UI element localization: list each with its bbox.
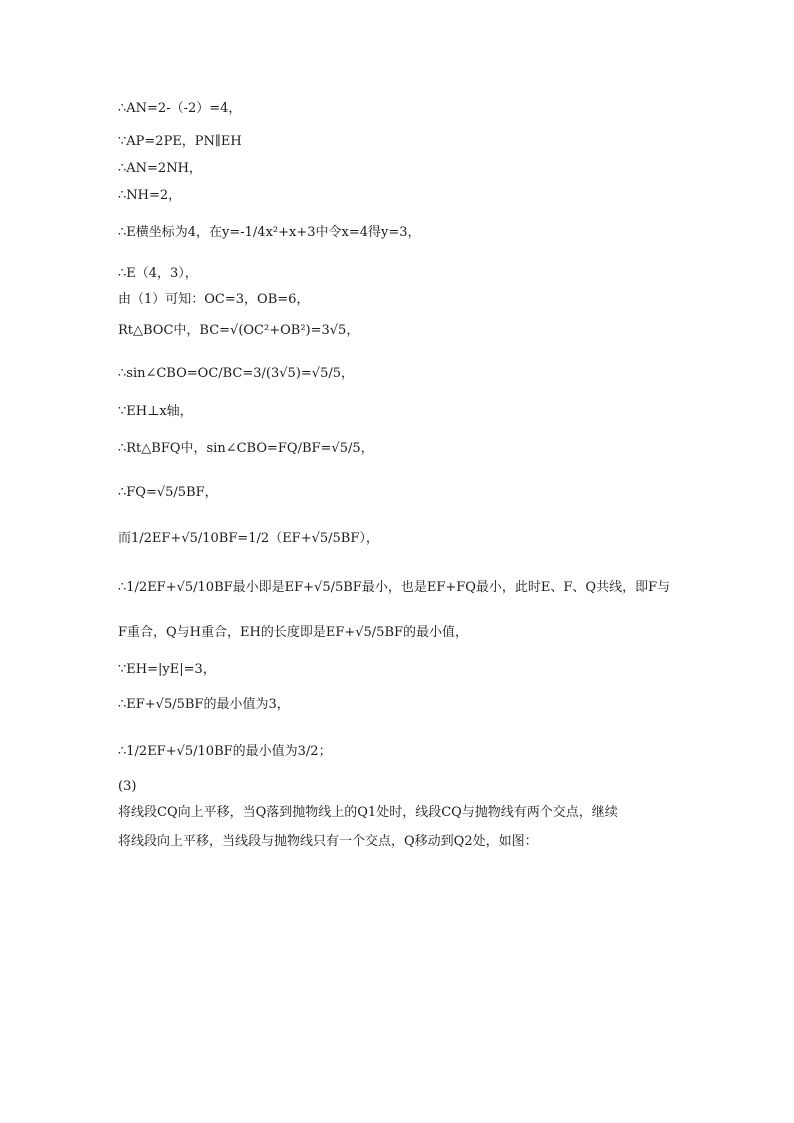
line-17: ∴EF+√5/5BF的最小值为3， xyxy=(118,697,290,712)
line-19: (3) xyxy=(118,779,137,794)
line-5: ∴E横坐标为4，在y=-1/4x²+x+3中令x=4得y=3， xyxy=(118,225,421,240)
line-1: ∴AN=2-（-2）=4， xyxy=(118,101,242,116)
line-14: ∴1/2EF+√5/10BF最小即是EF+√5/5BF最小，也是EF+FQ最小，此时E、F、Q共线，即F与 xyxy=(118,580,671,595)
line-6: ∴E（4，3）， xyxy=(118,266,198,281)
line-20: 将线段CQ向上平移，当Q落到抛物线上的Q1处时，线段CQ与抛物线有两个交点，继续 xyxy=(118,805,618,820)
line-7: 由（1）可知：OC=3，OB=6， xyxy=(118,292,310,307)
line-8: Rt△BOC中，BC=√(OC²+OB²)=3√5， xyxy=(118,323,360,338)
line-16: ∵EH=|yE|=3， xyxy=(118,662,216,677)
line-2: ∵AP=2PE，PN∥EH xyxy=(118,134,242,149)
line-3: ∴AN=2NH， xyxy=(118,161,202,176)
line-13: 而1/2EF+√5/10BF=1/2（EF+√5/5BF）， xyxy=(118,531,379,546)
line-4: ∴NH=2， xyxy=(118,188,182,203)
line-18: ∴1/2EF+√5/10BF的最小值为3/2； xyxy=(118,744,332,759)
line-21: 将线段向上平移，当线段与抛物线只有一个交点，Q移动到Q2处，如图： xyxy=(118,834,538,849)
line-12: ∴FQ=√5/5BF， xyxy=(118,485,218,500)
line-11: ∴Rt△BFQ中，sin∠CBO=FQ/BF=√5/5， xyxy=(118,441,374,456)
line-10: ∵EH⊥x轴， xyxy=(118,404,193,419)
line-9: ∴sin∠CBO=OC/BC=3/(3√5)=√5/5， xyxy=(118,366,354,381)
line-15: F重合，Q与H重合，EH的长度即是EF+√5/5BF的最小值， xyxy=(118,625,469,640)
